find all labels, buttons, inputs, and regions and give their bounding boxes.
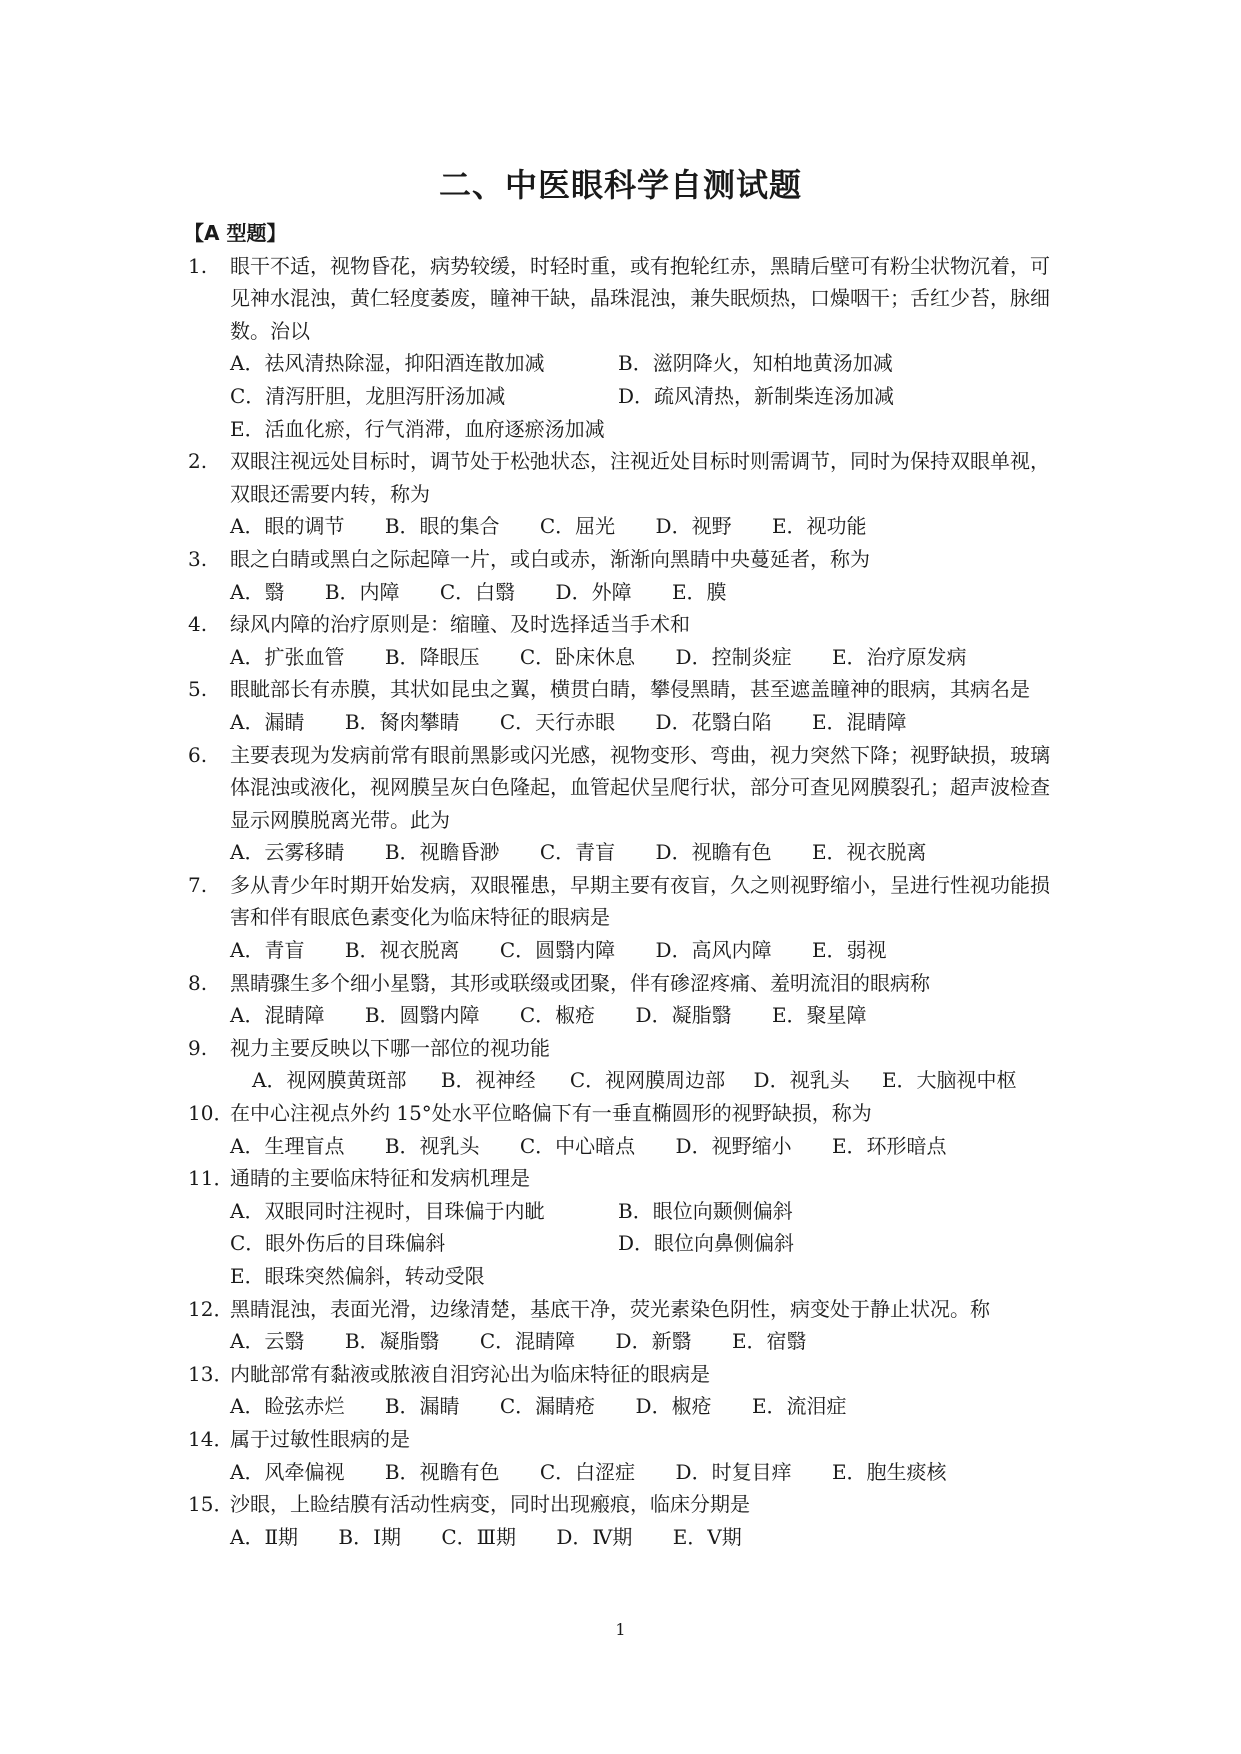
question-list — [184, 217, 1068, 1553]
question — [188, 869, 1068, 934]
option: B．凝脂翳 — [344, 1329, 440, 1354]
option: D．Ⅳ期 — [556, 1524, 633, 1549]
option: C．清泻肝胆，龙胆泻肝汤加减 — [230, 383, 506, 408]
question-stem: 通睛的主要临床特征和发病机理是 — [230, 1166, 530, 1191]
option: B．滋阴降火，知柏地黄汤加减 — [618, 351, 893, 376]
question — [188, 1488, 1068, 1521]
question-stem: 多从青少年时期开始发病，双眼罹患，早期主要有夜盲，久之则视野缩小，呈进行性视功能损害和伴有眼底色素变化为临床特征的眼病是 — [230, 872, 1050, 930]
question — [188, 1097, 1068, 1130]
option: E．视衣脱离 — [811, 840, 927, 865]
option-group — [230, 1521, 1068, 1554]
option: C．Ⅲ期 — [441, 1524, 516, 1549]
option: C．卧床休息 — [519, 644, 636, 669]
option-group — [252, 1064, 1068, 1097]
option: E．弱视 — [811, 938, 887, 963]
option: A．眼的调节 — [230, 514, 345, 539]
option: A．漏睛 — [230, 709, 305, 734]
question — [188, 967, 1068, 1000]
option: E．聚星障 — [771, 1003, 867, 1028]
question — [188, 543, 1068, 576]
option: B．圆翳内障 — [364, 1003, 480, 1028]
question-number: 6. — [188, 742, 208, 767]
page-number: 1 — [615, 1620, 626, 1639]
option: C．圆翳内障 — [499, 938, 616, 963]
page-title: 二、中医眼科学自测试题 — [438, 166, 802, 204]
option: A．双眼同时注视时，目珠偏于内眦 — [230, 1198, 545, 1223]
question-number: 5. — [188, 677, 208, 702]
option: A．视网膜黄斑部 — [252, 1068, 407, 1093]
option: A．祛风清热除湿，抑阳酒连散加减 — [230, 351, 545, 376]
section-heading: 【A 型题】 — [184, 221, 287, 245]
option: B．内障 — [324, 579, 400, 604]
option: B．降眼压 — [384, 644, 480, 669]
option: E．大脑视中枢 — [881, 1068, 1017, 1093]
option: B．眼的集合 — [384, 514, 500, 539]
option: D．凝脂翳 — [635, 1003, 732, 1028]
option: E．Ⅴ期 — [672, 1524, 742, 1549]
question-number: 14． — [188, 1426, 234, 1451]
option-group — [230, 999, 1068, 1032]
question — [188, 1293, 1068, 1326]
question-number: 7. — [188, 872, 208, 897]
question — [188, 1358, 1068, 1391]
option: C．视网膜周边部 — [569, 1068, 726, 1093]
option: E．视功能 — [771, 514, 867, 539]
option: C．混睛障 — [479, 1329, 576, 1354]
question-number: 10． — [188, 1101, 234, 1126]
option: D．外障 — [555, 579, 632, 604]
question-stem: 黑睛混浊，表面光滑，边缘清楚，基底干净，荧光素染色阴性，病变处于静止状况。称 — [230, 1296, 990, 1321]
option-group — [230, 1456, 1068, 1489]
option: C．白涩症 — [539, 1459, 636, 1484]
question-number: 4. — [188, 612, 208, 637]
option: C．青盲 — [539, 840, 616, 865]
option: B．胬肉攀睛 — [344, 709, 460, 734]
question-stem: 眼干不适，视物昏花，病势较缓，时轻时重，或有抱轮红赤，黑睛后壁可有粉尘状物沉着，可见神水混浊，黄仁轻度萎废，瞳神干缺，晶珠混浊，兼失眠烦热，口燥咽干；舌红少苔，脉细数。治以 — [230, 253, 1050, 343]
option-group — [230, 576, 1068, 609]
question — [188, 608, 1068, 641]
option: C．漏睛疮 — [499, 1394, 596, 1419]
question — [188, 1162, 1068, 1195]
option: D．高风内障 — [655, 938, 772, 963]
option: E．胞生痰核 — [831, 1459, 947, 1484]
question-stem: 绿风内障的治疗原则是：缩瞳、及时选择适当手术和 — [230, 612, 690, 637]
option: C．眼外伤后的目珠偏斜 — [230, 1231, 446, 1256]
option: E．治疗原发病 — [831, 644, 967, 669]
option-group — [230, 641, 1068, 674]
option: A．翳 — [230, 579, 285, 604]
question — [188, 445, 1068, 510]
question-number: 1. — [188, 253, 208, 278]
option: E．活血化瘀，行气消滞，血府逐瘀汤加减 — [230, 416, 605, 441]
question-stem: 沙眼，上睑结膜有活动性病变，同时出现瘢痕，临床分期是 — [230, 1492, 750, 1517]
question — [188, 1032, 1068, 1065]
question-stem: 双眼注视远处目标时，调节处于松弛状态，注视近处目标时则需调节，同时为保持双眼单视，双眼还需要内转，称为 — [230, 449, 1050, 506]
option: C．天行赤眼 — [499, 709, 616, 734]
option: A．云翳 — [230, 1329, 305, 1354]
option-group — [230, 347, 1068, 445]
option: A．扩张血管 — [230, 644, 345, 669]
question — [188, 1423, 1068, 1456]
option: D．控制炎症 — [675, 644, 792, 669]
question-number: 11． — [188, 1166, 234, 1191]
option: A．睑弦赤烂 — [230, 1394, 345, 1419]
option: A．混睛障 — [230, 1003, 325, 1028]
question-stem: 视力主要反映以下哪一部位的视功能 — [230, 1035, 550, 1060]
question-number: 3. — [188, 546, 208, 571]
question — [188, 250, 1068, 348]
question-number: 15． — [188, 1492, 234, 1517]
option-group — [230, 706, 1068, 739]
question-number: 12． — [188, 1296, 234, 1321]
option: B．视神经 — [440, 1068, 536, 1093]
option: D．视野 — [655, 514, 732, 539]
option: C．屈光 — [539, 514, 616, 539]
option: E．宿翳 — [731, 1329, 807, 1354]
question — [188, 673, 1068, 706]
option: C．椒疮 — [519, 1003, 596, 1028]
option: C．白翳 — [439, 579, 516, 604]
option: E．环形暗点 — [831, 1133, 947, 1158]
option: D．视野缩小 — [675, 1133, 792, 1158]
question-stem: 属于过敏性眼病的是 — [230, 1426, 410, 1451]
question-stem: 黑睛骤生多个细小星翳，其形或联缀或团聚，伴有碜涩疼痛、羞明流泪的眼病称 — [230, 970, 930, 995]
option-group — [230, 934, 1068, 967]
option: E．混睛障 — [811, 709, 907, 734]
option: A．Ⅱ期 — [230, 1524, 299, 1549]
option-group — [230, 1325, 1068, 1358]
option-group — [230, 1195, 1068, 1293]
option: D．视乳头 — [753, 1068, 850, 1093]
question-number: 13． — [188, 1361, 234, 1386]
option: C．中心暗点 — [519, 1133, 636, 1158]
option: E．流泪症 — [751, 1394, 847, 1419]
question-number: 9. — [188, 1035, 208, 1060]
question-stem: 内眦部常有黏液或脓液自泪窍沁出为临床特征的眼病是 — [230, 1361, 710, 1386]
option: D．花翳白陷 — [655, 709, 772, 734]
option: B．视衣脱离 — [344, 938, 460, 963]
option: B．视乳头 — [384, 1133, 480, 1158]
option: D．视瞻有色 — [655, 840, 772, 865]
question — [188, 739, 1068, 837]
option: B．视瞻昏渺 — [384, 840, 500, 865]
option: B．Ⅰ期 — [338, 1524, 402, 1549]
option: A．生理盲点 — [230, 1133, 345, 1158]
option: D．椒疮 — [635, 1394, 712, 1419]
option: D．时复目痒 — [675, 1459, 792, 1484]
option: A．云雾移睛 — [230, 840, 345, 865]
option: B．视瞻有色 — [384, 1459, 500, 1484]
option: D．疏风清热，新制柴连汤加减 — [618, 383, 895, 408]
question-number: 2. — [188, 449, 208, 474]
question-stem: 眼眦部长有赤膜，其状如昆虫之翼，横贯白睛，攀侵黑睛，甚至遮盖瞳神的眼病，其病名是 — [230, 677, 1030, 702]
option: B．眼位向颞侧偏斜 — [618, 1198, 793, 1223]
option: A．风牵偏视 — [230, 1459, 345, 1484]
option: B．漏睛 — [384, 1394, 460, 1419]
question-stem: 眼之白睛或黑白之际起障一片，或白或赤，渐渐向黑睛中央蔓延者，称为 — [230, 546, 870, 571]
option-group — [230, 836, 1068, 869]
option-group — [230, 510, 1068, 543]
option-group — [230, 1390, 1068, 1423]
option: A．青盲 — [230, 938, 305, 963]
option: E．膜 — [671, 579, 727, 604]
option: E．眼珠突然偏斜，转动受限 — [230, 1264, 485, 1288]
question-stem: 在中心注视点外约 15°处水平位略偏下有一垂直椭圆形的视野缺损，称为 — [230, 1101, 872, 1126]
question-number: 8. — [188, 970, 208, 995]
option: D．眼位向鼻侧偏斜 — [618, 1231, 795, 1256]
option: D．新翳 — [615, 1329, 692, 1354]
question-stem: 主要表现为发病前常有眼前黑影或闪光感，视物变形、弯曲，视力突然下降；视野缺损，玻璃体混浊或液化，视网膜呈灰白色隆起，血管起伏呈爬行状，部分可查见网膜裂孔；超声波检查显示网膜脱离光带。此为 — [230, 742, 1050, 832]
option-group — [230, 1130, 1068, 1163]
